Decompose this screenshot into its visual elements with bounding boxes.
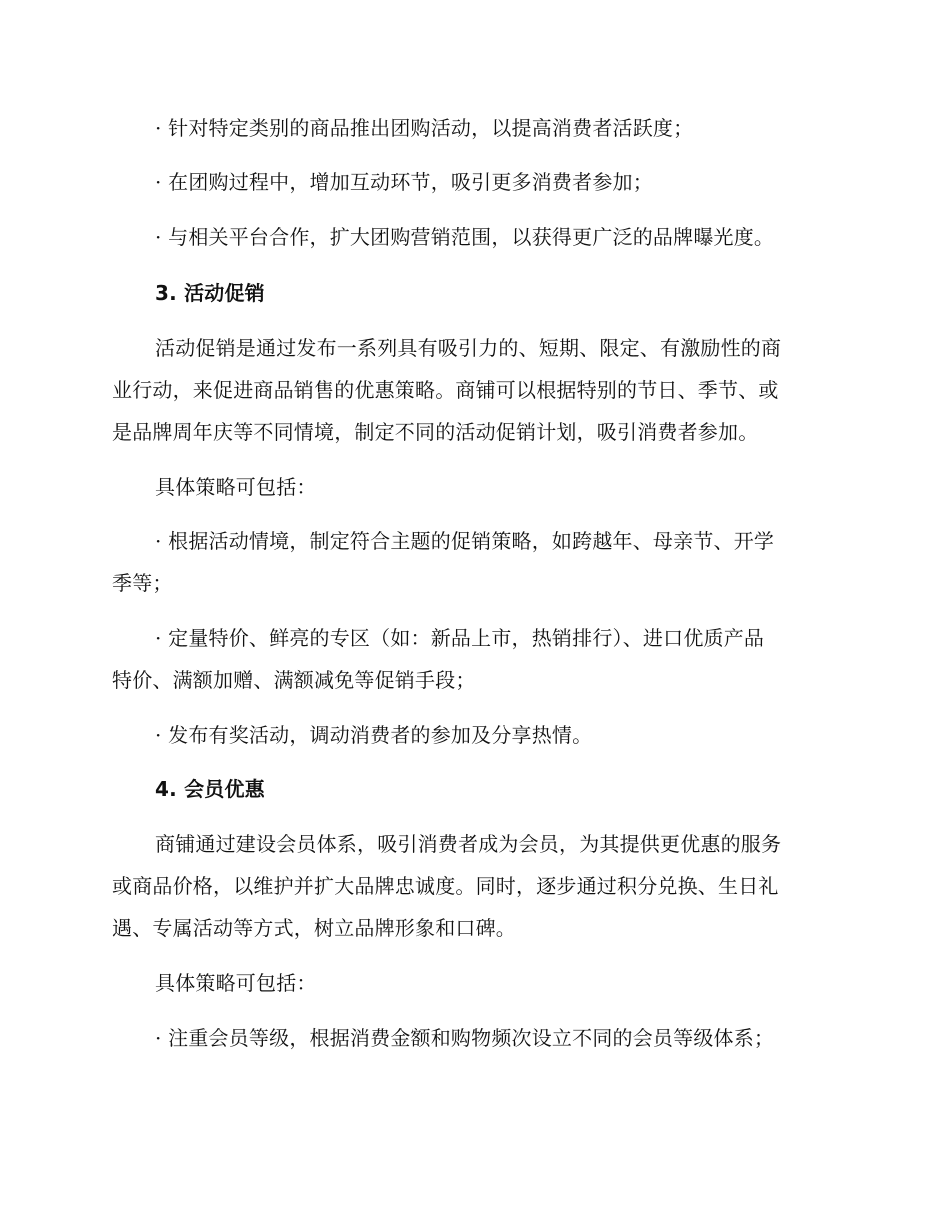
section-4-bullet-1: · 注重会员等级，根据消费金额和购物频次设立不同的会员等级体系； xyxy=(155,1026,775,1050)
section-3-heading: 3. 活动促销 xyxy=(155,281,265,305)
section-3-paragraph-line-2: 业行动，来促进商品销售的优惠策略。商铺可以根据特别的节日、季节、或 xyxy=(112,378,779,402)
section-3-paragraph-line-1: 活动促销是通过发布一系列具有吸引力的、短期、限定、有激励性的商 xyxy=(155,336,782,360)
section-4-paragraph-line-2: 或商品价格，以维护并扩大品牌忠诚度。同时，逐步通过积分兑换、生日礼 xyxy=(112,874,779,898)
section-4-heading: 4. 会员优惠 xyxy=(155,777,265,801)
section-4-paragraph-line-3: 遇、专属活动等方式，树立品牌形象和口碑。 xyxy=(112,916,516,940)
section-3-bullet-2-line-2: 特价、满额加赠、满额减免等促销手段； xyxy=(112,668,476,692)
section-3-bullet-2-line-1: · 定量特价、鲜亮的专区（如：新品上市，热销排行）、进口优质产品 xyxy=(155,626,765,650)
section-3-bullet-1-line-2: 季等； xyxy=(112,571,173,595)
section-3-strategy-label: 具体策略可包括： xyxy=(155,475,317,499)
section-3-bullet-3: · 发布有奖活动，调动消费者的参加及分享热情。 xyxy=(155,723,593,747)
bullet-group-buy-3: · 与相关平台合作，扩大团购营销范围，以获得更广泛的品牌曝光度。 xyxy=(155,225,775,249)
section-3-bullet-1-line-1: · 根据活动情境，制定符合主题的促销策略，如跨越年、母亲节、开学 xyxy=(155,529,775,553)
section-4-paragraph-line-1: 商铺通过建设会员体系，吸引消费者成为会员，为其提供更优惠的服务 xyxy=(155,832,782,856)
bullet-group-buy-1: · 针对特定类别的商品推出团购活动，以提高消费者活跃度； xyxy=(155,116,694,140)
section-4-strategy-label: 具体策略可包括： xyxy=(155,971,317,995)
bullet-group-buy-2: · 在团购过程中，增加互动环节，吸引更多消费者参加； xyxy=(155,170,653,194)
section-3-paragraph-line-3: 是品牌周年庆等不同情境，制定不同的活动促销计划，吸引消费者参加。 xyxy=(112,420,759,444)
